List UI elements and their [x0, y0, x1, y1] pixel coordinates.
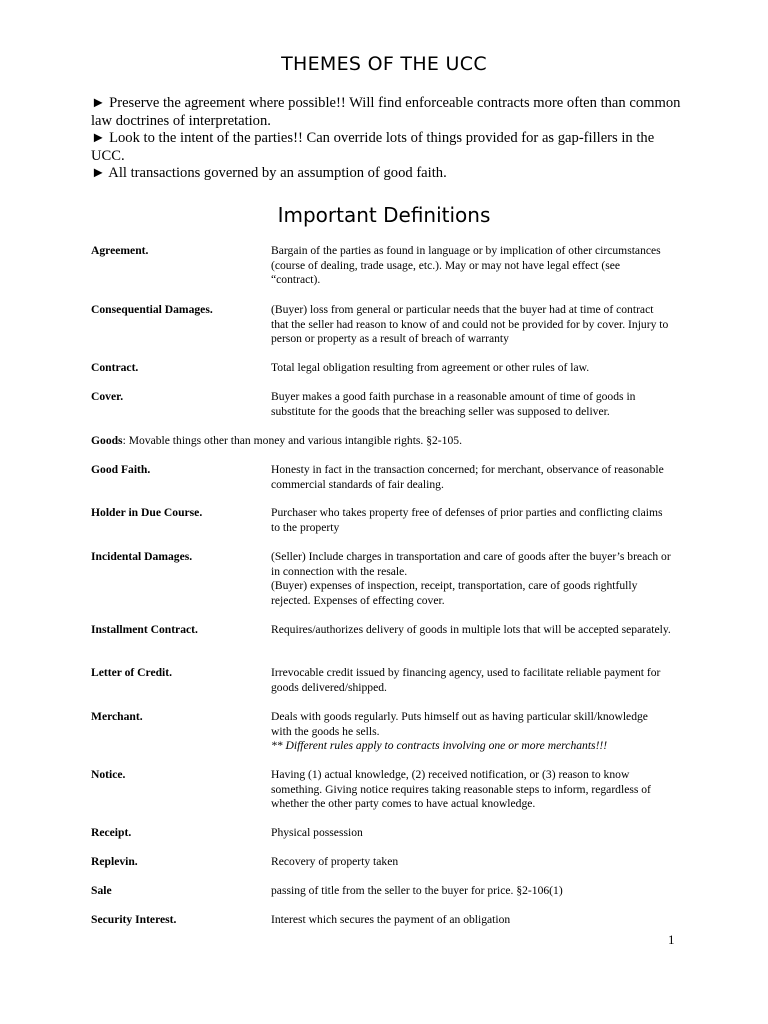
themes-list: [91, 95, 681, 183]
definition-line: Buyer makes a good faith purchase in a reasonable amount of time of goods in substitute for the goods that the breaching seller was supposed to deliver.: [271, 390, 636, 418]
definition-text: [271, 913, 671, 928]
definition-term: Letter of Credit.: [91, 666, 173, 679]
definition-term: Goods: [91, 434, 123, 447]
definition-term: Cover.: [91, 390, 124, 403]
definition-line: Deals with goods regularly. Puts himself out as having particular skill/knowledge with the goods he sells.: [271, 710, 648, 738]
definition-note: ** Different rules apply to contracts involving one or more merchants!!!: [271, 739, 608, 753]
definition-line: Bargain of the parties as found in language or by implication of other circumstances (course of dealing, trade usage, etc.). May or may not have legal effect (see “contract).: [271, 244, 661, 287]
definition-term: Receipt.: [91, 826, 132, 839]
definition-text: [271, 506, 671, 535]
definition-text: [271, 768, 671, 812]
definition-line: Recovery of property taken: [271, 855, 399, 868]
definition-term: Sale: [91, 884, 112, 897]
definition-term: Notice.: [91, 768, 126, 781]
definition-line: (Seller) Include charges in transportation and care of goods after the buyer’s breach or in connection with the resale.: [271, 550, 671, 578]
theme-item: ► All transactions governed by an assumption of good faith.: [91, 165, 447, 181]
definition-term: Replevin.: [91, 855, 138, 868]
definition-line: Total legal obligation resulting from agreement or other rules of law.: [271, 361, 590, 374]
definition-inline-text: : Movable things other than money and various intangible rights. §2-105.: [122, 434, 462, 447]
definition-line: passing of title from the seller to the buyer for price. §2-106(1): [271, 884, 563, 897]
definition-line: Having (1) actual knowledge, (2) received notification, or (3) reason to know something. Giving notice requires taking reasonable steps to inform, regardless of whether the other party comes to have actual knowledge.: [271, 768, 651, 811]
definition-text: [271, 666, 671, 695]
definition-term: Incidental Damages.: [91, 550, 193, 563]
definition-text: [271, 244, 671, 288]
definition-term: Installment Contract.: [91, 623, 198, 636]
definition-text: [271, 550, 671, 608]
theme-item: ► Look to the intent of the parties!! Can override lots of things provided for as gap-fillers in the UCC.: [91, 130, 655, 164]
definition-line: Requires/authorizes delivery of goods in multiple lots that will be accepted separately.: [271, 623, 671, 636]
definition-goods: [91, 434, 691, 449]
page-title: THEMES OF THE UCC: [281, 53, 487, 75]
definition-line: Irrevocable credit issued by financing agency, used to facilitate reliable payment for goods delivered/shipped.: [271, 666, 661, 694]
definition-text: [271, 390, 671, 419]
definition-line: (Buyer) loss from general or particular needs that the buyer had at time of contract that the seller had reason to know of and could not be provided for by cover. Injury to person or property as a result of breach of warranty: [271, 303, 669, 346]
definition-text: [271, 710, 671, 754]
definition-term: Merchant.: [91, 710, 143, 723]
definition-term: Security Interest.: [91, 913, 177, 926]
definitions-heading: Important Definitions: [277, 203, 491, 227]
definition-term: Consequential Damages.: [91, 303, 213, 316]
definition-text: [271, 463, 671, 492]
definition-line: Interest which secures the payment of an obligation: [271, 913, 511, 926]
definition-text: [271, 361, 671, 376]
definition-text: [271, 884, 671, 899]
page-number: 1: [668, 932, 675, 947]
definition-line: (Buyer) expenses of inspection, receipt, transportation, care of goods rightfully rejected. Expenses of effecting cover.: [271, 579, 638, 607]
definition-line: Honesty in fact in the transaction concerned; for merchant, observance of reasonable commercial standards of fair dealing.: [271, 463, 664, 491]
definition-term: Agreement.: [91, 244, 149, 257]
definition-line: Purchaser who takes property free of defenses of prior parties and conflicting claims to the property: [271, 506, 663, 534]
definition-term: Good Faith.: [91, 463, 151, 476]
theme-item: ► Preserve the agreement where possible!! Will find enforceable contracts more often than common law doctrines of interpretation.: [91, 95, 681, 129]
definition-text: [271, 826, 671, 841]
definition-term: Holder in Due Course.: [91, 506, 203, 519]
definition-text: [271, 303, 671, 347]
definition-text: [271, 855, 671, 870]
definition-text: [271, 623, 671, 638]
definition-line: Physical possession: [271, 826, 363, 839]
definition-term: Contract.: [91, 361, 139, 374]
